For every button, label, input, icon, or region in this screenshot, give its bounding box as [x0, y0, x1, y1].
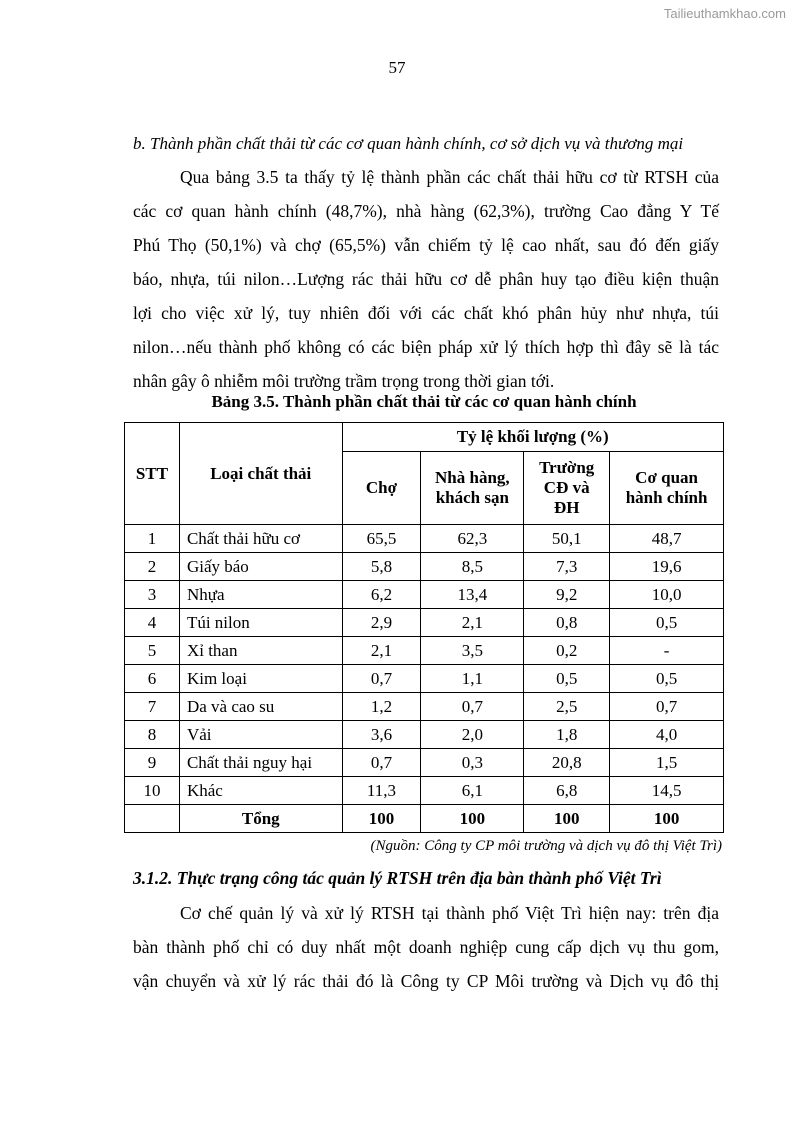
cell-college: 1,8: [524, 721, 610, 749]
total-market: 100: [342, 805, 421, 833]
cell-stt: 10: [125, 777, 180, 805]
header-college: [524, 452, 610, 525]
paragraph-line: các cơ quan hành chính (48,7%), nhà hàng (62,3%), trường Cao đẳng Y Tế: [133, 201, 719, 221]
cell-stt: 5: [125, 637, 180, 665]
subheading: b. Thành phần chất thải từ các cơ quan hành chính, cơ sở dịch vụ và thương mại: [133, 134, 684, 153]
cell-admin: 48,7: [610, 525, 724, 553]
watermark: Tailieuthamkhao.com: [663, 6, 786, 21]
table-row: [125, 693, 724, 721]
header-restaurant: [421, 452, 524, 525]
cell-college: 9,2: [524, 581, 610, 609]
header-market: Chợ: [342, 452, 421, 525]
cell-restaurant: 6,1: [421, 777, 524, 805]
header-college-line: Trường: [539, 458, 595, 477]
total-admin: 100: [610, 805, 724, 833]
cell-type: Chất thải nguy hại: [179, 749, 342, 777]
paragraph-intro: [133, 160, 719, 398]
table-caption: Bảng 3.5. Thành phần chất thải từ các cơ quan hành chính: [211, 392, 637, 411]
cell-type: Khác: [179, 777, 342, 805]
header-college-line: ĐH: [553, 498, 580, 517]
cell-stt: 9: [125, 749, 180, 777]
cell-stt: 4: [125, 609, 180, 637]
paragraph-line: nhân gây ô nhiễm môi trường trầm trọng trong thời gian tới.: [133, 371, 555, 391]
cell-admin: 19,6: [610, 553, 724, 581]
header-college-line: CĐ và: [543, 478, 590, 497]
cell-market: 2,9: [342, 609, 421, 637]
header-admin-line: Cơ quan: [635, 468, 698, 487]
table-row: [125, 525, 724, 553]
cell-admin: 1,5: [610, 749, 724, 777]
header-restaurant-line: Nhà hàng,: [435, 468, 510, 487]
page-number: 57: [388, 58, 406, 77]
table-row: [125, 749, 724, 777]
cell-admin: 10,0: [610, 581, 724, 609]
cell-market: 1,2: [342, 693, 421, 721]
cell-market: 0,7: [342, 749, 421, 777]
table-row: [125, 581, 724, 609]
cell-admin: 14,5: [610, 777, 724, 805]
cell-type: Chất thải hữu cơ: [179, 525, 342, 553]
paragraph-line: Cơ chế quản lý và xử lý RTSH tại thành phố Việt Trì hiện nay: trên địa: [180, 903, 719, 923]
cell-type: Giấy báo: [179, 553, 342, 581]
cell-type: Nhựa: [179, 581, 342, 609]
cell-market: 5,8: [342, 553, 421, 581]
cell-market: 2,1: [342, 637, 421, 665]
cell-type: Kim loại: [179, 665, 342, 693]
cell-stt: 7: [125, 693, 180, 721]
cell-restaurant: 2,0: [421, 721, 524, 749]
waste-composition-table: [124, 422, 724, 833]
total-restaurant: 100: [421, 805, 524, 833]
header-waste-type: Loại chất thải: [179, 423, 342, 525]
cell-restaurant: 0,3: [421, 749, 524, 777]
header-admin: [610, 452, 724, 525]
paragraph-line: bàn thành phố chỉ có duy nhất một doanh nghiệp cung cấp dịch vụ thu gom,: [133, 937, 719, 957]
cell-admin: 0,5: [610, 665, 724, 693]
cell-type: Túi nilon: [179, 609, 342, 637]
cell-stt: 1: [125, 525, 180, 553]
table-row: [125, 665, 724, 693]
cell-stt: [125, 805, 180, 833]
table-source: (Nguồn: Công ty CP môi trường và dịch vụ đô thị Việt Trì): [370, 838, 722, 854]
paragraph-line: vận chuyển và xử lý rác thải đó là Công ty CP Môi trường và Dịch vụ đô thị: [133, 971, 719, 991]
cell-admin: 0,7: [610, 693, 724, 721]
cell-admin: -: [610, 637, 724, 665]
cell-stt: 6: [125, 665, 180, 693]
cell-restaurant: 62,3: [421, 525, 524, 553]
cell-college: 7,3: [524, 553, 610, 581]
cell-market: 0,7: [342, 665, 421, 693]
cell-stt: 2: [125, 553, 180, 581]
cell-stt: 3: [125, 581, 180, 609]
paragraph-line: Phú Thọ (50,1%) và chợ (65,5%) vẫn chiếm tỷ lệ cao nhất, sau đó đến giấy: [133, 235, 719, 255]
cell-restaurant: 2,1: [421, 609, 524, 637]
cell-college: 2,5: [524, 693, 610, 721]
cell-type: Xỉ than: [179, 637, 342, 665]
cell-market: 6,2: [342, 581, 421, 609]
header-restaurant-line: khách sạn: [435, 488, 509, 507]
paragraph-line: lợi cho việc xử lý, tuy nhiên đối với các chất khó phân hủy như nhựa, túi: [133, 303, 719, 323]
paragraph-line: Qua bảng 3.5 ta thấy tỷ lệ thành phần các chất thải hữu cơ từ RTSH của: [180, 167, 719, 187]
paragraph-line: nilon…nếu thành phố không có các biện pháp xử lý thích hợp thì đây sẽ là tác: [133, 337, 719, 357]
paragraph-management: [133, 896, 719, 998]
cell-restaurant: 8,5: [421, 553, 524, 581]
cell-restaurant: 1,1: [421, 665, 524, 693]
table-row: [125, 721, 724, 749]
cell-market: 11,3: [342, 777, 421, 805]
cell-college: 6,8: [524, 777, 610, 805]
table-row: [125, 637, 724, 665]
table-row: [125, 777, 724, 805]
total-college: 100: [524, 805, 610, 833]
cell-stt: 8: [125, 721, 180, 749]
header-mass-ratio: Tỷ lệ khối lượng (%): [342, 423, 723, 452]
cell-restaurant: 13,4: [421, 581, 524, 609]
cell-restaurant: 3,5: [421, 637, 524, 665]
cell-restaurant: 0,7: [421, 693, 524, 721]
table-total-row: [125, 805, 724, 833]
cell-admin: 0,5: [610, 609, 724, 637]
cell-type: Da và cao su: [179, 693, 342, 721]
section-heading: 3.1.2. Thực trạng công tác quản lý RTSH trên địa bàn thành phố Việt Trì: [133, 868, 662, 888]
cell-market: 65,5: [342, 525, 421, 553]
total-label: Tổng: [179, 805, 342, 833]
table-row: [125, 609, 724, 637]
cell-market: 3,6: [342, 721, 421, 749]
cell-college: 0,2: [524, 637, 610, 665]
table-row: [125, 553, 724, 581]
cell-type: Vải: [179, 721, 342, 749]
cell-college: 0,8: [524, 609, 610, 637]
cell-college: 0,5: [524, 665, 610, 693]
header-admin-line: hành chính: [625, 488, 708, 507]
cell-college: 20,8: [524, 749, 610, 777]
cell-college: 50,1: [524, 525, 610, 553]
paragraph-line: báo, nhựa, túi nilon…Lượng rác thải hữu cơ dễ phân huy tạo điều kiện thuận: [133, 269, 719, 289]
header-stt: STT: [125, 423, 180, 525]
cell-admin: 4,0: [610, 721, 724, 749]
